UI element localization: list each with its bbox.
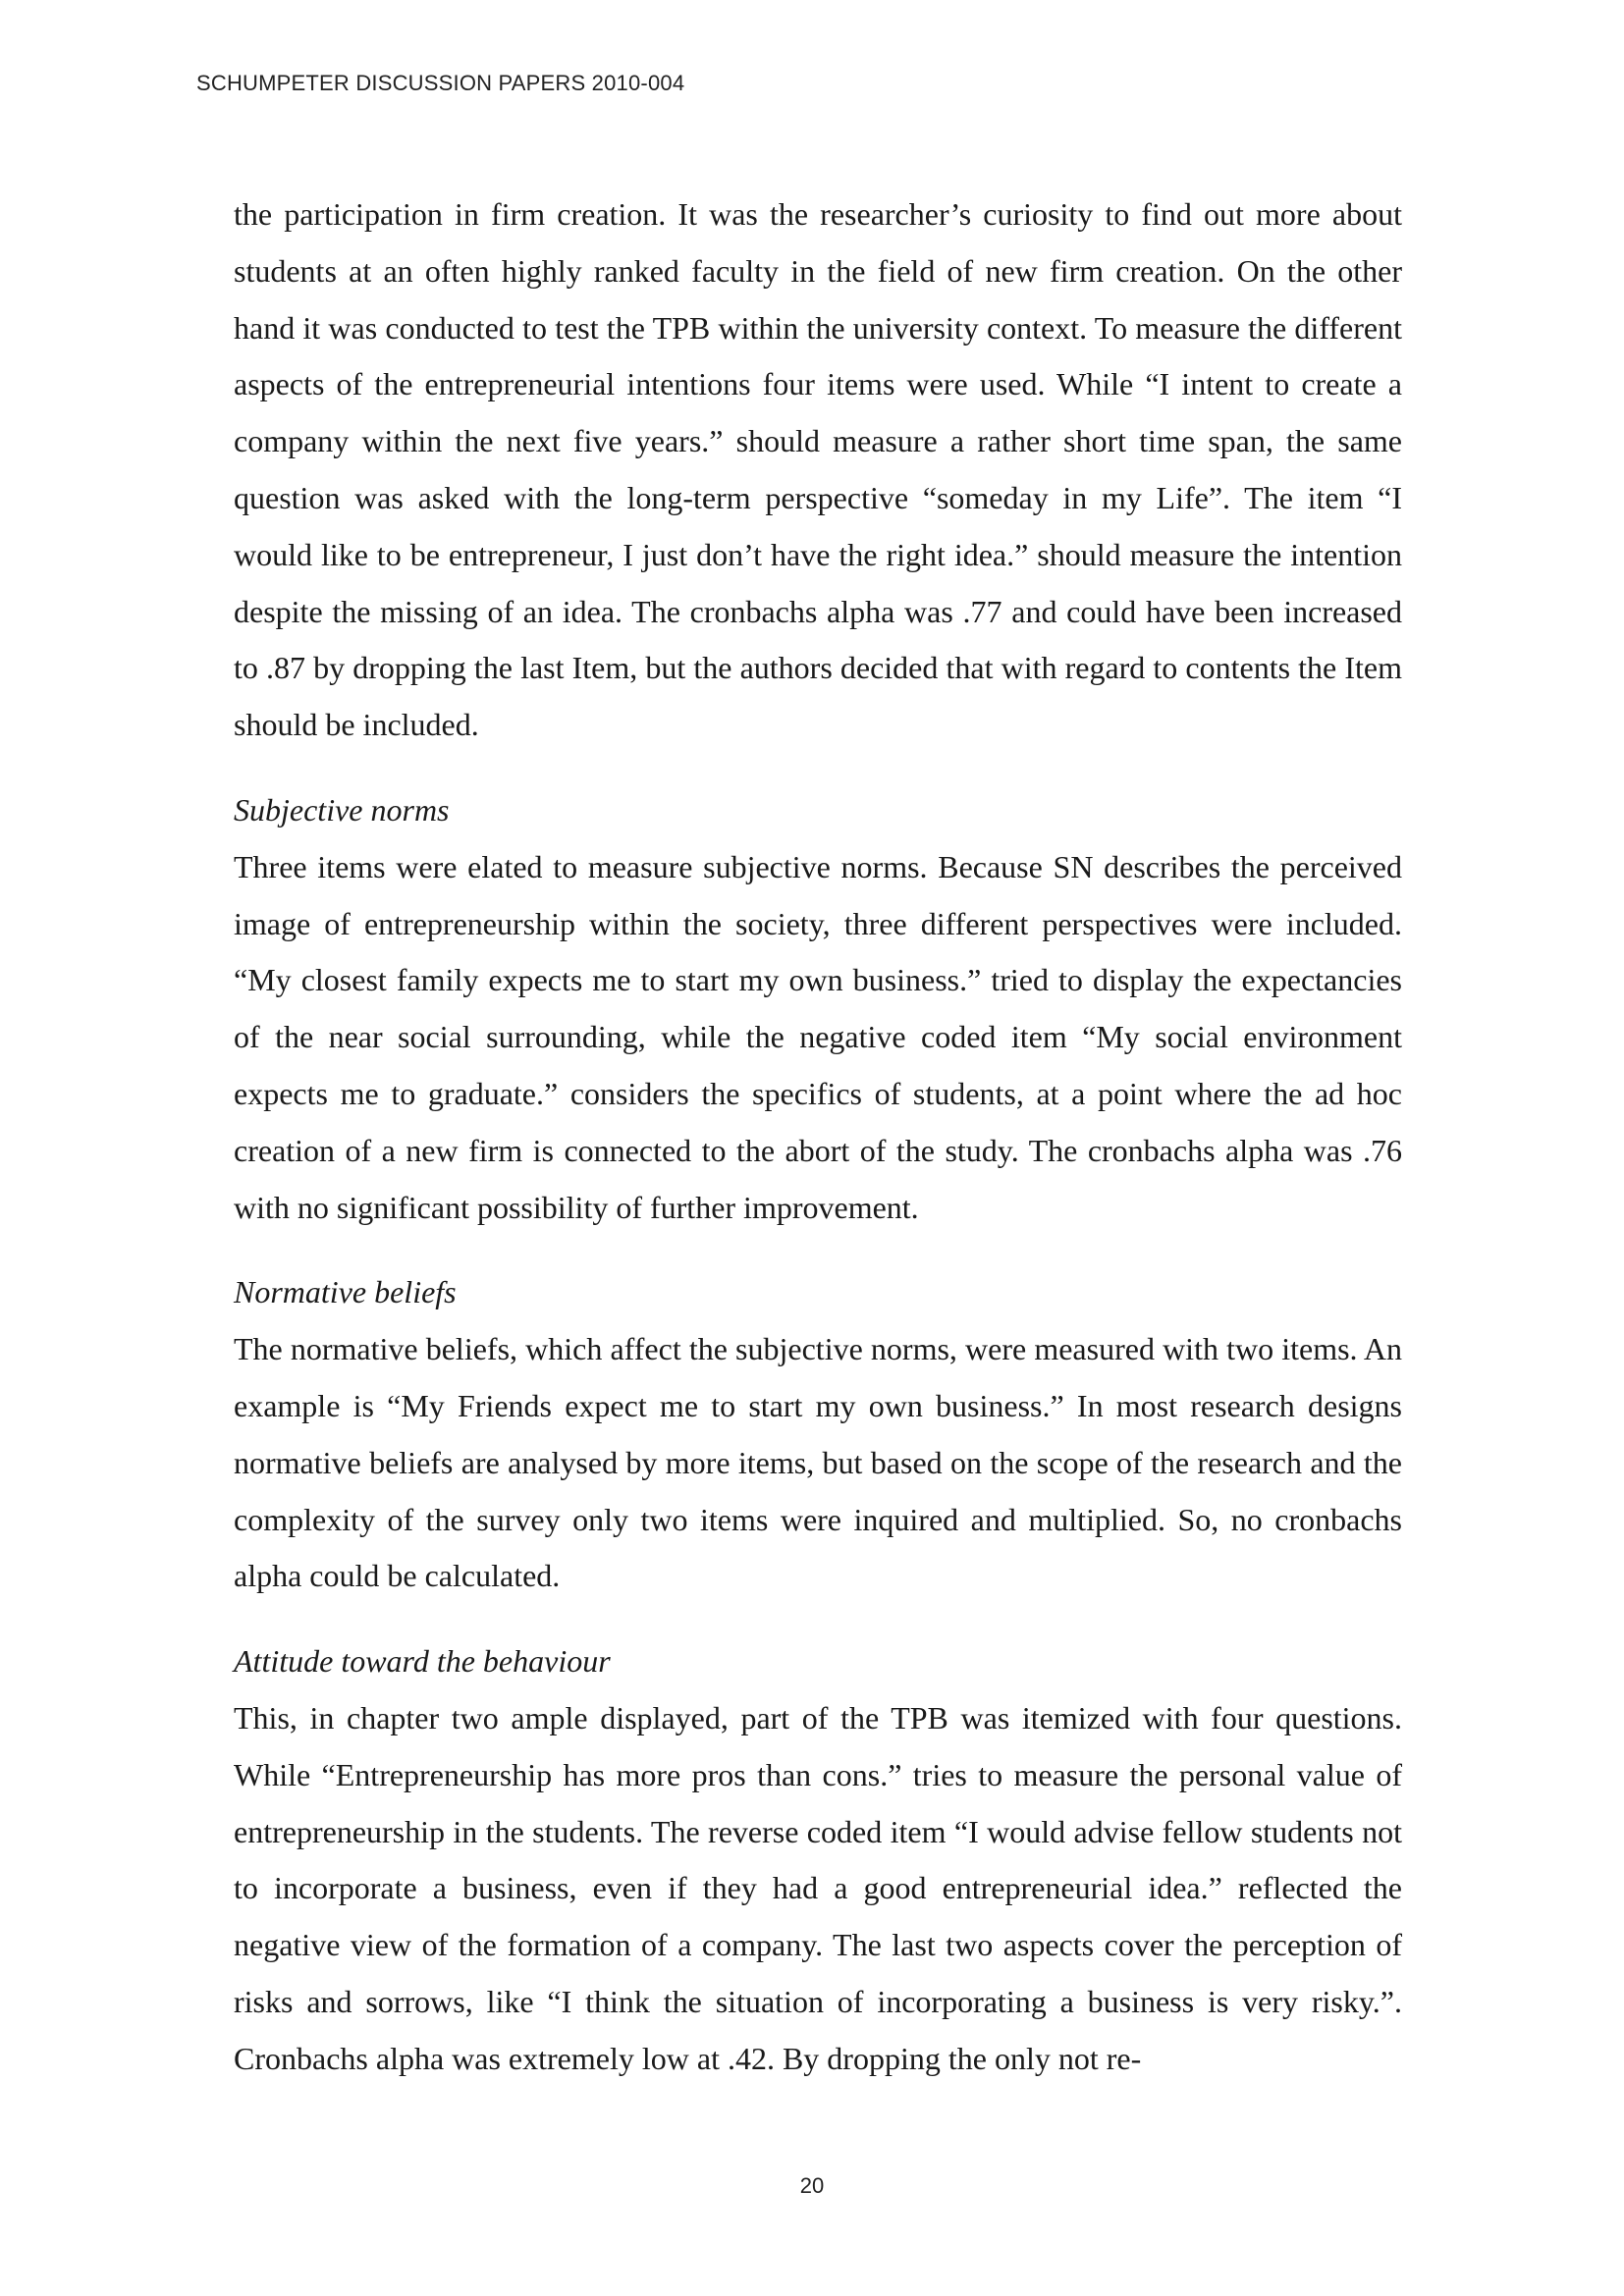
- section-paragraph-subjective-norms: Three items were elated to measure subjective norms. Because SN describes the perceived image of entrepreneurship within the society, three different perspectives were included. “My closest family expects me to start my own business.” tried to display the expectancies of the near social surrounding, while the negative coded item “My social environment expects me to graduate.” considers the specifics of students, at a point where the ad hoc creation of a new firm is connected to the abort of the study. The cronbachs alpha was .76 with no significant possibility of further improvement.: [234, 848, 1402, 1225]
- section-heading-attitude: Attitude toward the behaviour: [234, 1643, 611, 1680]
- section-paragraph-attitude: This, in chapter two ample displayed, part of the TPB was itemized with four questions. While “Entrepreneurship has more pros than cons.” tries to measure the personal value of entrepreneurship in the students. The reverse coded item “I would advise fellow students not to incorporate a business, even if they had a good entrepreneurial idea.” reflected the negative view of the formation of a company. The last two aspects cover the perception of risks and sorrows, like “I think the situation of incorporating a business is very risky.”. Cronbachs alpha was extremely low at .42. By dropping the only not re-: [234, 1699, 1402, 2076]
- page-number: 20: [799, 2173, 825, 2198]
- section-heading-normative-beliefs: Normative beliefs: [234, 1274, 457, 1310]
- intro-paragraph: the participation in firm creation. It was the researcher’s curiosity to find out more about students at an often highly ranked faculty in the field of new firm creation. On the other hand it was conducted to test the TPB within the university context. To measure the different aspects of the entrepreneurial intentions four items were used. While “I intent to create a company within the next five years.” should measure a rather short time span, the same question was asked with the long-term perspective “someday in my Life”. The item “I would like to be entrepreneur, I just don’t have the right idea.” should measure the intention despite the missing of an idea. The cronbachs alpha was .77 and could have been increased to .87 by dropping the last Item, but the authors decided that with regard to contents the Item should be included.: [234, 196, 1402, 743]
- section-heading-subjective-norms: Subjective norms: [234, 791, 450, 828]
- body-text: [234, 187, 1402, 2088]
- running-header: SCHUMPETER DISCUSSION PAPERS 2010-004: [196, 71, 685, 95]
- section-paragraph-normative-beliefs: The normative beliefs, which affect the subjective norms, were measured with two items. An example is “My Friends expect me to start my own business.” In most research designs normative beliefs are analysed by more items, but based on the scope of the research and the complexity of the survey only two items were inquired and multiplied. So, no cronbachs alpha could be calculated.: [234, 1331, 1402, 1594]
